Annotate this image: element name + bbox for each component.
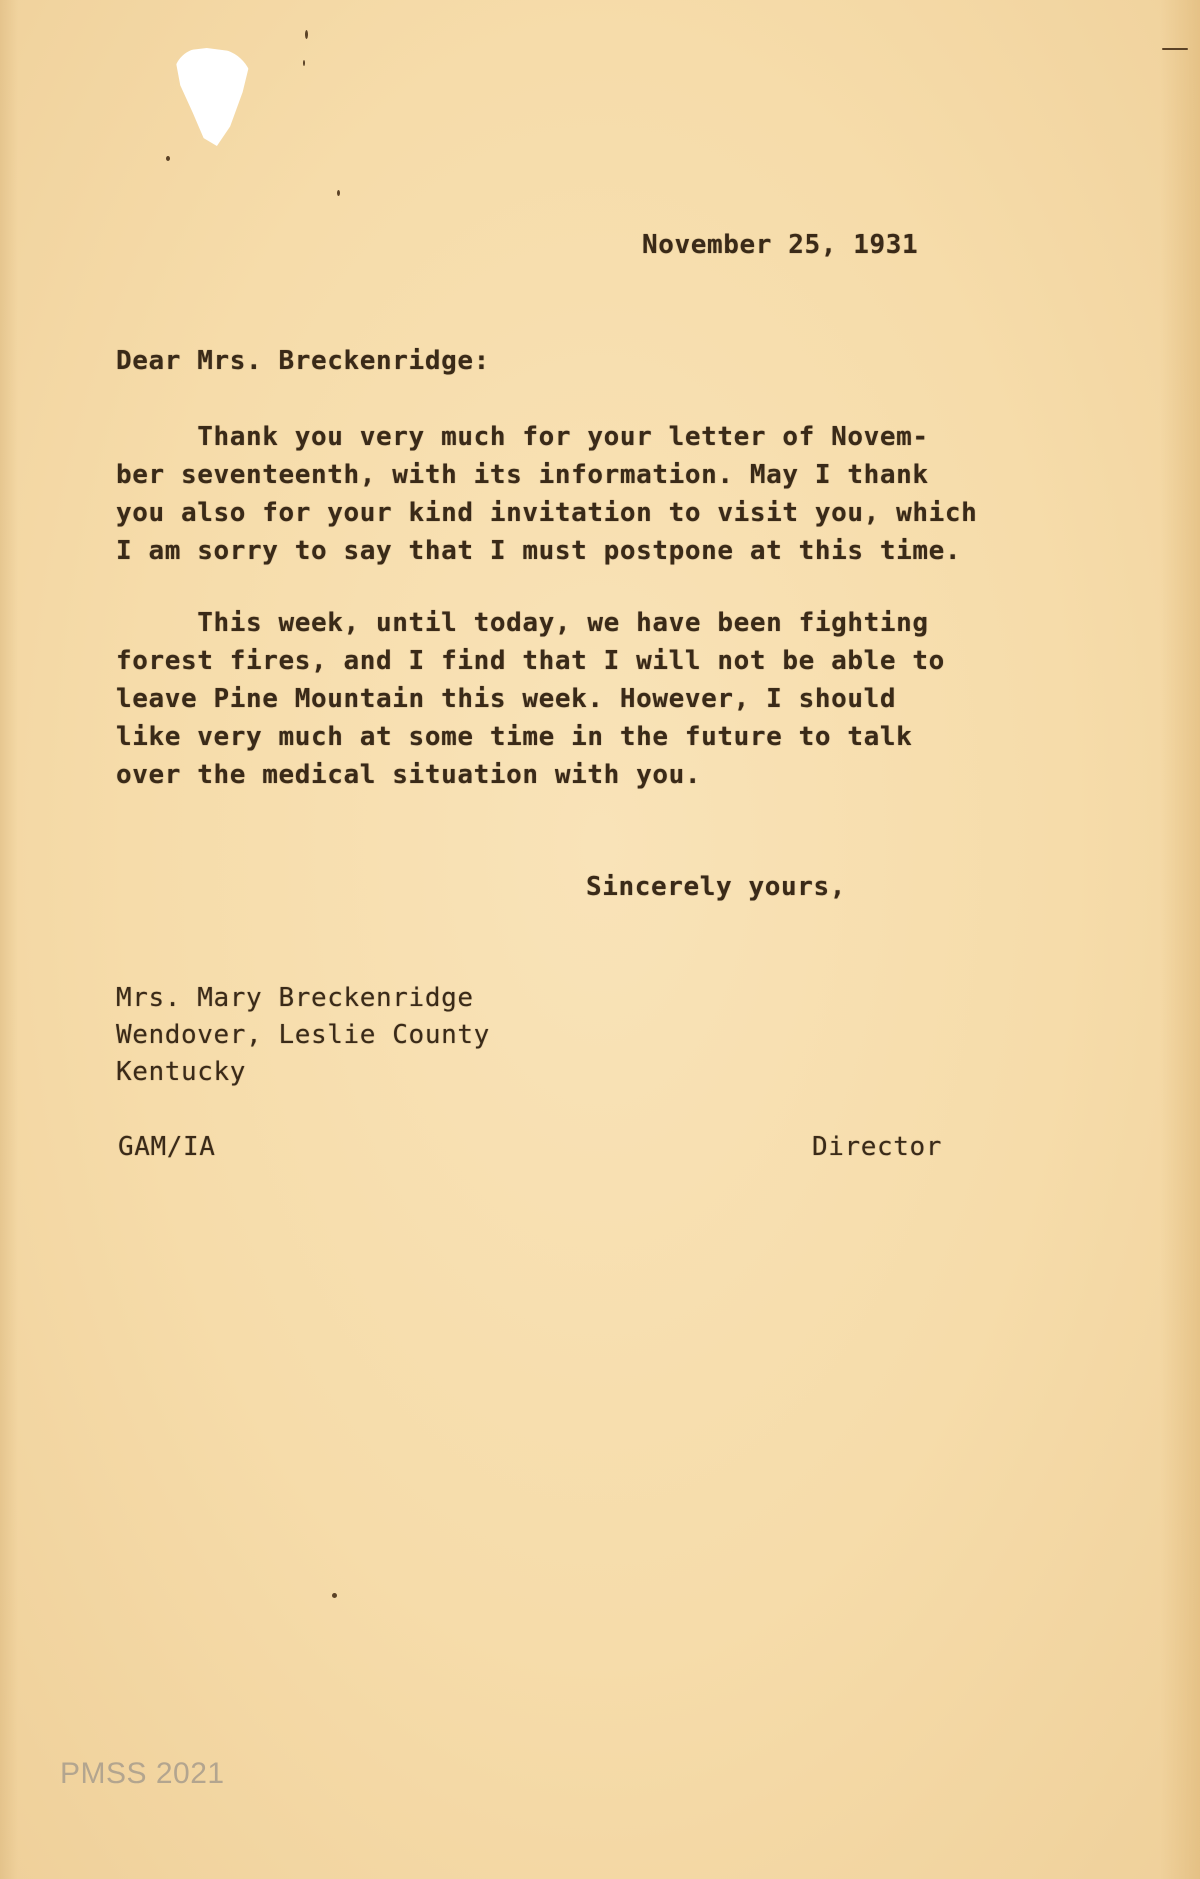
paper-speck (303, 60, 305, 66)
paper-mark (1162, 48, 1188, 50)
closing: Sincerely yours, (586, 872, 847, 902)
body-paragraph-2: This week, until today, we have been fighting forest fires, and I find that I will not be able to leave Pine Mountain this week. However, I should like very much at some time in the future to talk over the medical situation with you. (116, 608, 945, 790)
paper-speck (337, 190, 340, 196)
signer-title: Director (812, 1132, 943, 1162)
paper-speck (332, 1593, 337, 1598)
paper-tear (174, 48, 252, 146)
recipient-address: Mrs. Mary Breckenridge Wendover, Leslie County Kentucky (116, 983, 490, 1087)
paper-edge-left (0, 0, 18, 1879)
reference-initials: GAM/IA (118, 1132, 216, 1162)
body-paragraph-1: Thank you very much for your letter of Novem- ber seventeenth, with its information. May I thank you also for your kind invitation to visit you, which I am sorry to say that I must postpone at this time. (116, 422, 978, 566)
salutation: Dear Mrs. Breckenridge: (116, 346, 490, 376)
paper-speck (166, 156, 170, 161)
paper-speck (305, 30, 308, 39)
letter-date: November 25, 1931 (642, 230, 919, 260)
paper-edge-right (1160, 0, 1200, 1879)
archive-watermark: PMSS 2021 (60, 1757, 225, 1790)
